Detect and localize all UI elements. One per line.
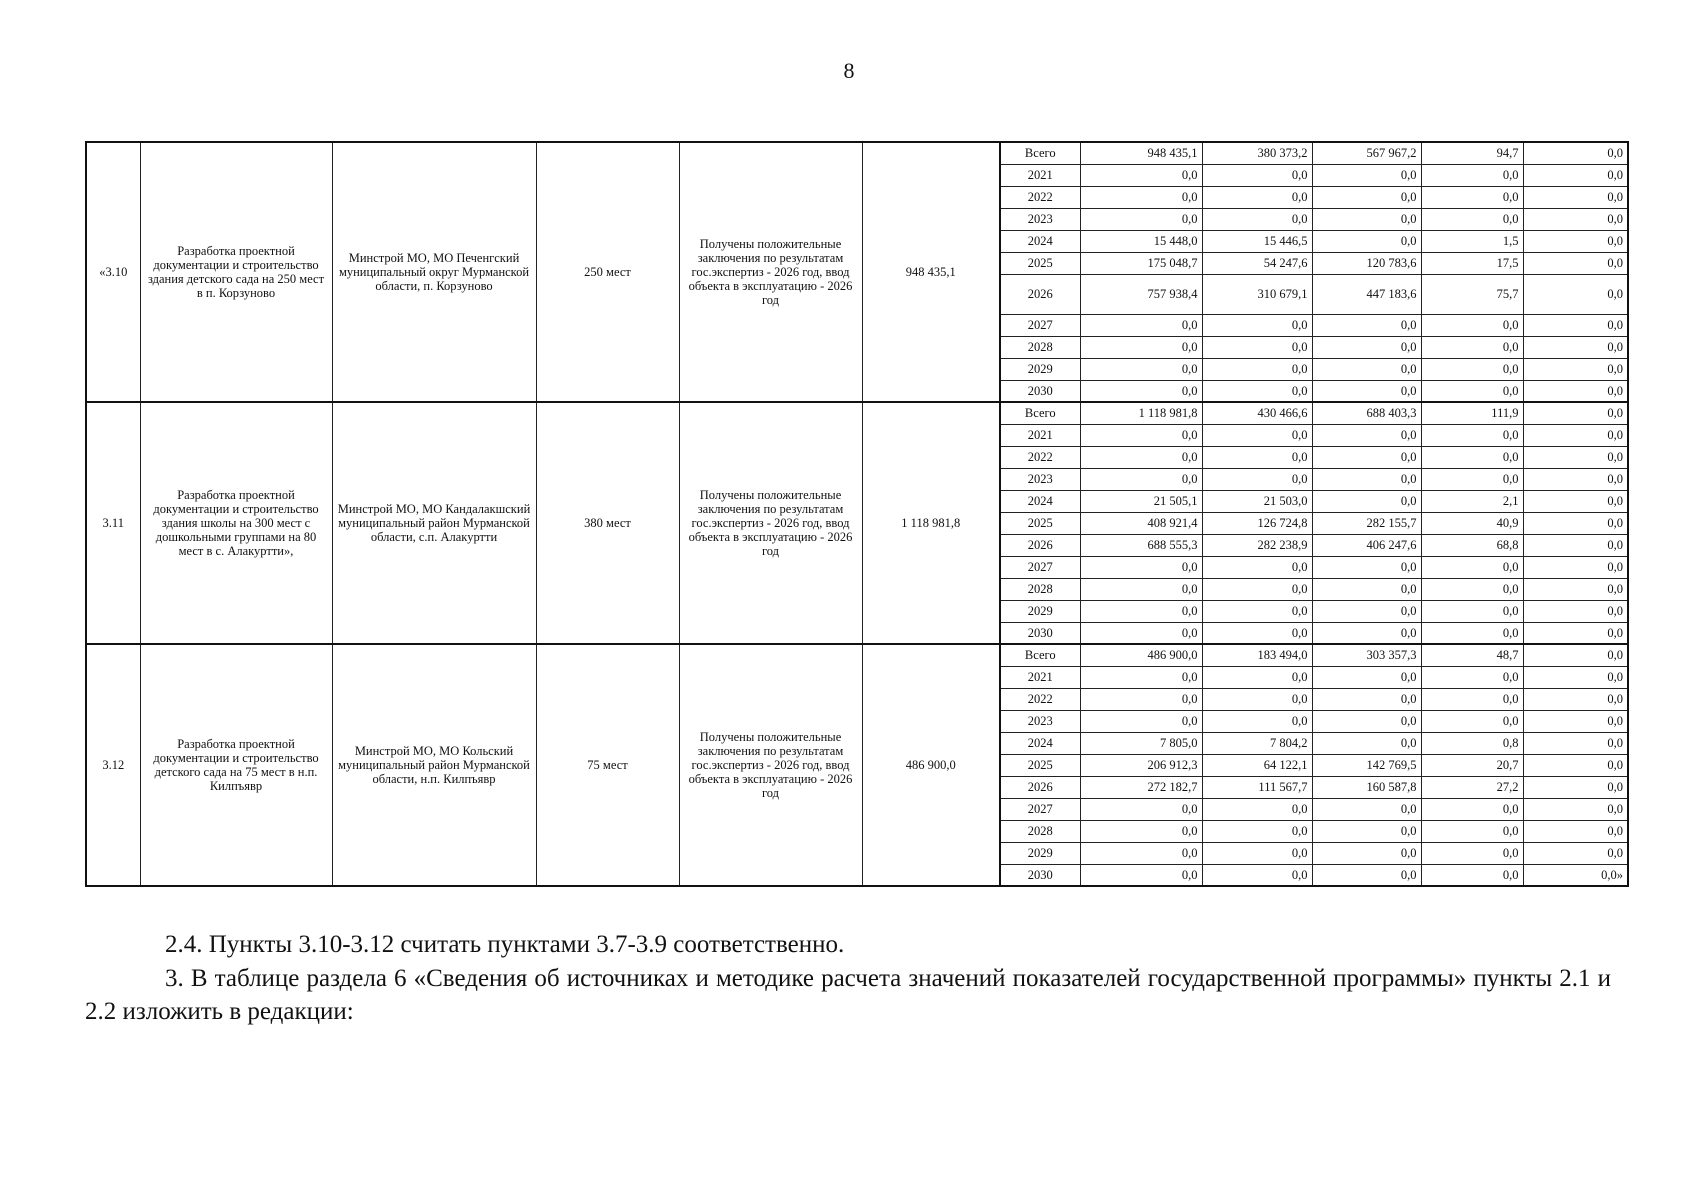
municipal-cell: 0,0	[1421, 578, 1523, 600]
year-cell: 2026	[1000, 534, 1080, 556]
municipal-cell: 0,0	[1421, 446, 1523, 468]
municipal-cell: 0,0	[1421, 186, 1523, 208]
other-cell: 0,0	[1523, 776, 1628, 798]
other-cell: 0,0	[1523, 230, 1628, 252]
regional-cell: 120 783,6	[1312, 252, 1421, 274]
year-cell: 2021	[1000, 666, 1080, 688]
municipal-cell: 0,0	[1421, 164, 1523, 186]
other-cell: 0,0	[1523, 142, 1628, 164]
municipal-cell: 0,0	[1421, 666, 1523, 688]
municipal-cell: 0,0	[1421, 380, 1523, 402]
total-cell: 0,0	[1080, 358, 1202, 380]
total-cell: 948 435,1	[1080, 142, 1202, 164]
municipal-cell: 0,0	[1421, 820, 1523, 842]
federal-cell: 15 446,5	[1202, 230, 1312, 252]
municipal-cell: 0,0	[1421, 336, 1523, 358]
year-cell: 2030	[1000, 622, 1080, 644]
municipal-cell: 27,2	[1421, 776, 1523, 798]
regional-cell: 0,0	[1312, 578, 1421, 600]
regional-cell: 0,0	[1312, 600, 1421, 622]
regional-cell: 0,0	[1312, 424, 1421, 446]
other-cell: 0,0	[1523, 186, 1628, 208]
year-cell: 2025	[1000, 754, 1080, 776]
regional-cell: 406 247,6	[1312, 534, 1421, 556]
other-cell: 0,0	[1523, 644, 1628, 666]
municipal-cell: 2,1	[1421, 490, 1523, 512]
item-number: 3.12	[86, 644, 140, 886]
year-cell: 2029	[1000, 358, 1080, 380]
item-number: «3.10	[86, 142, 140, 402]
federal-cell: 64 122,1	[1202, 754, 1312, 776]
regional-cell: 0,0	[1312, 710, 1421, 732]
year-cell: 2024	[1000, 230, 1080, 252]
federal-cell: 0,0	[1202, 578, 1312, 600]
regional-cell: 0,0	[1312, 732, 1421, 754]
total-cell: 175 048,7	[1080, 252, 1202, 274]
federal-cell: 111 567,7	[1202, 776, 1312, 798]
federal-cell: 0,0	[1202, 842, 1312, 864]
regional-cell: 0,0	[1312, 820, 1421, 842]
regional-cell: 0,0	[1312, 622, 1421, 644]
federal-cell: 0,0	[1202, 710, 1312, 732]
federal-cell: 183 494,0	[1202, 644, 1312, 666]
year-cell: 2026	[1000, 274, 1080, 314]
total-cell: 21 505,1	[1080, 490, 1202, 512]
regional-cell: 160 587,8	[1312, 776, 1421, 798]
municipal-cell: 94,7	[1421, 142, 1523, 164]
total-cell: 1 118 981,8	[1080, 402, 1202, 424]
total-cell: 0,0	[1080, 666, 1202, 688]
federal-cell: 0,0	[1202, 468, 1312, 490]
year-cell: 2030	[1000, 864, 1080, 886]
federal-cell: 0,0	[1202, 820, 1312, 842]
other-cell: 0,0	[1523, 512, 1628, 534]
regional-cell: 0,0	[1312, 798, 1421, 820]
regional-cell: 0,0	[1312, 688, 1421, 710]
other-cell: 0,0	[1523, 534, 1628, 556]
other-cell: 0,0	[1523, 666, 1628, 688]
regional-cell: 0,0	[1312, 842, 1421, 864]
other-cell: 0,0	[1523, 446, 1628, 468]
total-cell: 0,0	[1080, 600, 1202, 622]
year-cell: 2027	[1000, 314, 1080, 336]
municipal-cell: 48,7	[1421, 644, 1523, 666]
other-cell: 0,0	[1523, 402, 1628, 424]
total-cell: 0,0	[1080, 688, 1202, 710]
total-cell: 757 938,4	[1080, 274, 1202, 314]
total-cell: 272 182,7	[1080, 776, 1202, 798]
year-cell: 2028	[1000, 578, 1080, 600]
federal-cell: 0,0	[1202, 208, 1312, 230]
municipal-cell: 0,0	[1421, 864, 1523, 886]
total-cell: 0,0	[1080, 186, 1202, 208]
federal-cell: 430 466,6	[1202, 402, 1312, 424]
other-cell: 0,0	[1523, 164, 1628, 186]
other-cell: 0,0	[1523, 314, 1628, 336]
municipal-cell: 0,0	[1421, 424, 1523, 446]
municipal-cell: 40,9	[1421, 512, 1523, 534]
federal-cell: 0,0	[1202, 666, 1312, 688]
year-cell: 2024	[1000, 490, 1080, 512]
table-row	[86, 142, 1628, 164]
total-cell: 408 921,4	[1080, 512, 1202, 534]
year-cell: 2022	[1000, 446, 1080, 468]
total-cell: 0,0	[1080, 798, 1202, 820]
other-cell: 0,0	[1523, 600, 1628, 622]
year-cell: 2029	[1000, 600, 1080, 622]
federal-cell: 0,0	[1202, 424, 1312, 446]
item-capacity: 75 мест	[536, 644, 679, 886]
program-table	[85, 141, 1629, 887]
item-result: Получены положительные заключения по результатам гос.экспертиз - 2026 год, ввод объекта в эксплуатацию - 2026 год	[679, 402, 862, 644]
regional-cell: 0,0	[1312, 556, 1421, 578]
year-cell: 2030	[1000, 380, 1080, 402]
total-cell: 0,0	[1080, 622, 1202, 644]
federal-cell: 0,0	[1202, 600, 1312, 622]
other-cell: 0,0	[1523, 336, 1628, 358]
regional-cell: 0,0	[1312, 314, 1421, 336]
regional-cell: 0,0	[1312, 666, 1421, 688]
municipal-cell: 1,5	[1421, 230, 1523, 252]
total-cell: 0,0	[1080, 208, 1202, 230]
regional-cell: 688 403,3	[1312, 402, 1421, 424]
federal-cell: 7 804,2	[1202, 732, 1312, 754]
municipal-cell: 0,0	[1421, 710, 1523, 732]
federal-cell: 0,0	[1202, 380, 1312, 402]
total-cell: 688 555,3	[1080, 534, 1202, 556]
federal-cell: 0,0	[1202, 688, 1312, 710]
paragraph-2-4: 2.4. Пункты 3.10-3.12 считать пунктами 3.7-3.9 соответственно.	[165, 931, 845, 958]
year-cell: 2025	[1000, 512, 1080, 534]
other-cell: 0,0	[1523, 468, 1628, 490]
paragraph-3: 3. В таблице раздела 6 «Сведения об источниках и методике расчета значений показателей государственной программы» пункты 2.1 и 2.2 изложить в редакции:	[85, 965, 1611, 1025]
other-cell: 0,0	[1523, 274, 1628, 314]
item-name: Разработка проектной документации и строительство здания детского сада на 250 мест в п. Корзуново	[140, 142, 332, 402]
total-cell: 0,0	[1080, 820, 1202, 842]
municipal-cell: 0,0	[1421, 314, 1523, 336]
item-cost: 1 118 981,8	[862, 402, 1000, 644]
total-cell: 0,0	[1080, 468, 1202, 490]
municipal-cell: 17,5	[1421, 252, 1523, 274]
total-cell: 0,0	[1080, 336, 1202, 358]
regional-cell: 0,0	[1312, 380, 1421, 402]
total-cell: 0,0	[1080, 314, 1202, 336]
year-cell: 2023	[1000, 468, 1080, 490]
federal-cell: 0,0	[1202, 446, 1312, 468]
year-cell: 2022	[1000, 186, 1080, 208]
other-cell: 0,0	[1523, 798, 1628, 820]
year-cell: 2021	[1000, 164, 1080, 186]
municipal-cell: 0,0	[1421, 556, 1523, 578]
total-cell: 0,0	[1080, 164, 1202, 186]
regional-cell: 0,0	[1312, 186, 1421, 208]
item-result: Получены положительные заключения по результатам гос.экспертиз - 2026 год, ввод объекта в эксплуатацию - 2026 год	[679, 644, 862, 886]
municipal-cell: 0,0	[1421, 622, 1523, 644]
municipal-cell: 0,0	[1421, 358, 1523, 380]
other-cell: 0,0	[1523, 842, 1628, 864]
total-cell: 0,0	[1080, 424, 1202, 446]
table-row	[86, 644, 1628, 666]
municipal-cell: 0,0	[1421, 208, 1523, 230]
regional-cell: 0,0	[1312, 446, 1421, 468]
other-cell: 0,0	[1523, 424, 1628, 446]
federal-cell: 0,0	[1202, 186, 1312, 208]
regional-cell: 282 155,7	[1312, 512, 1421, 534]
regional-cell: 0,0	[1312, 490, 1421, 512]
item-executor: Минстрой МО, МО Кольский муниципальный район Мурманской области, н.п. Килпъявр	[332, 644, 536, 886]
item-capacity: 380 мест	[536, 402, 679, 644]
year-cell: 2028	[1000, 336, 1080, 358]
other-cell: 0,0»	[1523, 864, 1628, 886]
municipal-cell: 75,7	[1421, 274, 1523, 314]
regional-cell: 303 357,3	[1312, 644, 1421, 666]
total-cell: 0,0	[1080, 380, 1202, 402]
year-cell: 2027	[1000, 556, 1080, 578]
municipal-cell: 0,0	[1421, 468, 1523, 490]
total-cell: 15 448,0	[1080, 230, 1202, 252]
total-cell: 206 912,3	[1080, 754, 1202, 776]
regional-cell: 567 967,2	[1312, 142, 1421, 164]
federal-cell: 0,0	[1202, 864, 1312, 886]
regional-cell: 0,0	[1312, 336, 1421, 358]
total-cell: 0,0	[1080, 578, 1202, 600]
total-cell: 0,0	[1080, 710, 1202, 732]
item-name: Разработка проектной документации и строительство детского сада на 75 мест в н.п. Килпъявр	[140, 644, 332, 886]
table-block-3-10	[86, 142, 1628, 402]
regional-cell: 142 769,5	[1312, 754, 1421, 776]
total-cell: 0,0	[1080, 864, 1202, 886]
year-cell: 2028	[1000, 820, 1080, 842]
federal-cell: 0,0	[1202, 314, 1312, 336]
other-cell: 0,0	[1523, 754, 1628, 776]
other-cell: 0,0	[1523, 208, 1628, 230]
year-cell: 2025	[1000, 252, 1080, 274]
year-cell: 2022	[1000, 688, 1080, 710]
federal-cell: 0,0	[1202, 798, 1312, 820]
federal-cell: 126 724,8	[1202, 512, 1312, 534]
federal-cell: 282 238,9	[1202, 534, 1312, 556]
municipal-cell: 0,0	[1421, 798, 1523, 820]
other-cell: 0,0	[1523, 622, 1628, 644]
year-cell: Всего	[1000, 644, 1080, 666]
other-cell: 0,0	[1523, 490, 1628, 512]
municipal-cell: 0,0	[1421, 600, 1523, 622]
other-cell: 0,0	[1523, 820, 1628, 842]
other-cell: 0,0	[1523, 358, 1628, 380]
federal-cell: 0,0	[1202, 336, 1312, 358]
federal-cell: 54 247,6	[1202, 252, 1312, 274]
other-cell: 0,0	[1523, 380, 1628, 402]
federal-cell: 310 679,1	[1202, 274, 1312, 314]
federal-cell: 380 373,2	[1202, 142, 1312, 164]
federal-cell: 0,0	[1202, 622, 1312, 644]
federal-cell: 21 503,0	[1202, 490, 1312, 512]
total-cell: 0,0	[1080, 842, 1202, 864]
federal-cell: 0,0	[1202, 358, 1312, 380]
table-block-3-11	[86, 402, 1628, 644]
item-executor: Минстрой МО, МО Печенгский муниципальный округ Мурманской области, п. Корзуново	[332, 142, 536, 402]
municipal-cell: 0,8	[1421, 732, 1523, 754]
municipal-cell: 20,7	[1421, 754, 1523, 776]
municipal-cell: 0,0	[1421, 842, 1523, 864]
total-cell: 0,0	[1080, 446, 1202, 468]
regional-cell: 0,0	[1312, 208, 1421, 230]
municipal-cell: 68,8	[1421, 534, 1523, 556]
other-cell: 0,0	[1523, 252, 1628, 274]
regional-cell: 0,0	[1312, 864, 1421, 886]
other-cell: 0,0	[1523, 710, 1628, 732]
total-cell: 0,0	[1080, 556, 1202, 578]
item-executor: Минстрой МО, МО Кандалакшский муниципальный район Мурманской области, с.п. Алакуртти	[332, 402, 536, 644]
year-cell: 2029	[1000, 842, 1080, 864]
item-result: Получены положительные заключения по результатам гос.экспертиз - 2026 год, ввод объекта в эксплуатацию - 2026 год	[679, 142, 862, 402]
item-capacity: 250 мест	[536, 142, 679, 402]
other-cell: 0,0	[1523, 578, 1628, 600]
total-cell: 7 805,0	[1080, 732, 1202, 754]
item-number: 3.11	[86, 402, 140, 644]
item-cost: 948 435,1	[862, 142, 1000, 402]
other-cell: 0,0	[1523, 688, 1628, 710]
federal-cell: 0,0	[1202, 164, 1312, 186]
year-cell: 2023	[1000, 208, 1080, 230]
other-cell: 0,0	[1523, 732, 1628, 754]
table-block-3-12	[86, 644, 1628, 886]
item-cost: 486 900,0	[862, 644, 1000, 886]
municipal-cell: 0,0	[1421, 688, 1523, 710]
item-name: Разработка проектной документации и строительство здания школы на 300 мест с дошкольными группами на 80 мест в с. Алакуртти»,	[140, 402, 332, 644]
year-cell: 2026	[1000, 776, 1080, 798]
year-cell: Всего	[1000, 402, 1080, 424]
total-cell: 486 900,0	[1080, 644, 1202, 666]
regional-cell: 0,0	[1312, 230, 1421, 252]
year-cell: 2027	[1000, 798, 1080, 820]
page-number: 8	[843, 58, 855, 83]
table-row	[86, 402, 1628, 424]
municipal-cell: 111,9	[1421, 402, 1523, 424]
other-cell: 0,0	[1523, 556, 1628, 578]
year-cell: Всего	[1000, 142, 1080, 164]
regional-cell: 0,0	[1312, 164, 1421, 186]
federal-cell: 0,0	[1202, 556, 1312, 578]
year-cell: 2024	[1000, 732, 1080, 754]
year-cell: 2023	[1000, 710, 1080, 732]
regional-cell: 447 183,6	[1312, 274, 1421, 314]
regional-cell: 0,0	[1312, 468, 1421, 490]
regional-cell: 0,0	[1312, 358, 1421, 380]
year-cell: 2021	[1000, 424, 1080, 446]
